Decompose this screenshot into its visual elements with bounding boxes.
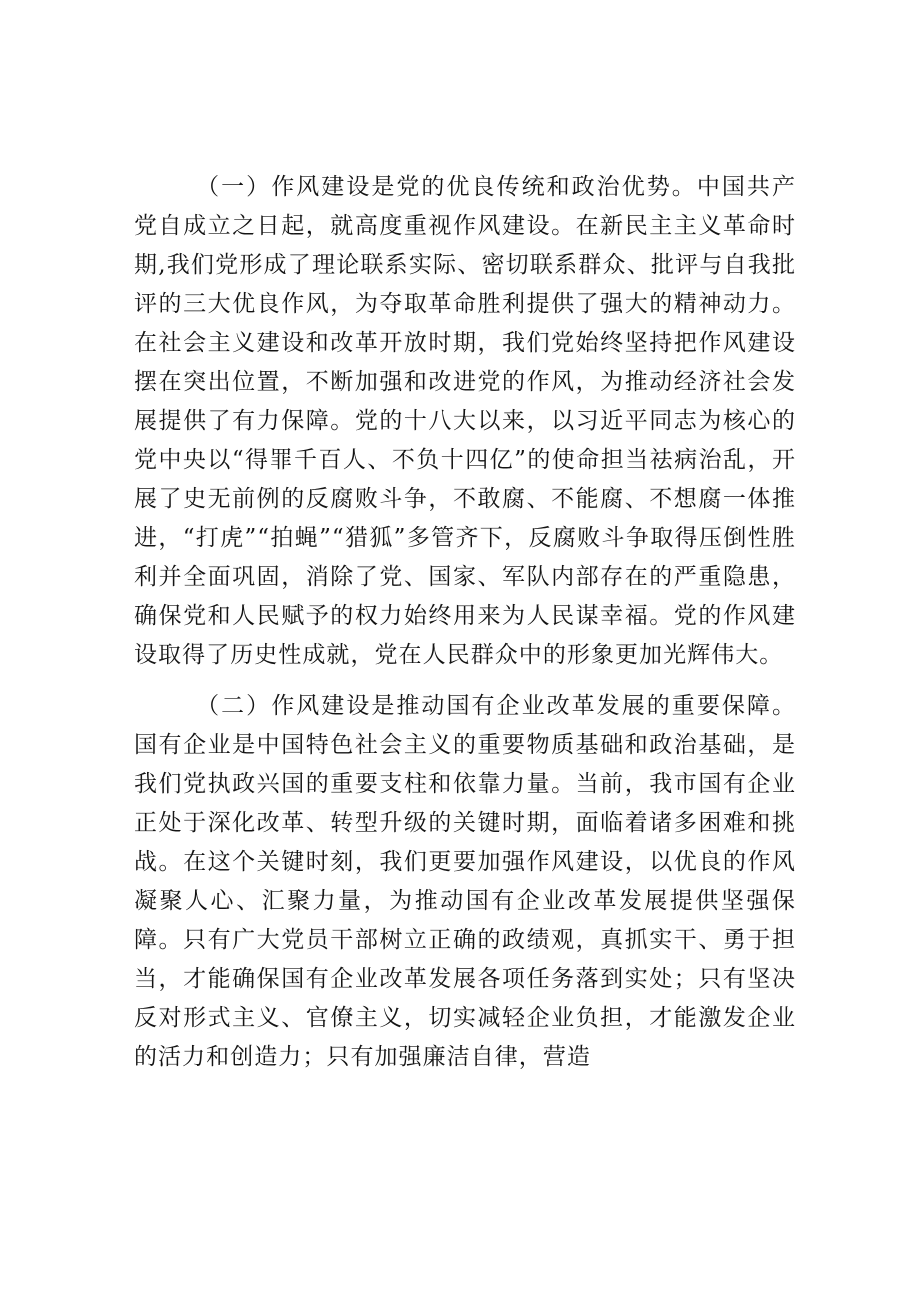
paragraph-1: （一）作风建设是党的优良传统和政治优势。中国共产党自成立之日起，就高度重视作风建设。在新民主主义革命时期,我们党形成了理论联系实际、密切联系群众、批评与自我批评的三大优良作风，为夺取革命胜利提供了强大的精神动力。在社会主义建设和改革开放时期，我们党始终坚持把作风建设摆在突出位置，不断加强和改进党的作风，为推动经济社会发展提供了有力保障。党的十八大以来，以习近平同志为核心的党中央以“得罪千百人、不负十四亿”的使命担当祛病治乱，开展了史无前例的反腐败斗争，不敢腐、不能腐、不想腐一体推进，“打虎”“拍蝇”“猎狐”多管齐下，反腐败斗争取得压倒性胜利并全面巩固，消除了党、国家、军队内部存在的严重隐患，确保党和人民赋予的权力始终用来为人民谋幸福。党的作风建设取得了历史性成就，党在人民群众中的形象更加光辉伟大。: [134, 174, 796, 668]
document-body: [134, 168, 796, 1077]
paragraph-2: （二）作风建设是推动国有企业改革发展的重要保障。国有企业是中国特色社会主义的重要物质基础和政治基础，是我们党执政兴国的重要支柱和依靠力量。当前，我市国有企业正处于深化改革、转型升级的关键时期，面临着诸多困难和挑战。在这个关键时刻，我们更要加强作风建设，以优良的作风凝聚人心、汇聚力量，为推动国有企业改革发展提供坚强保障。只有广大党员干部树立正确的政绩观，真抓实干、勇于担当，才能确保国有企业改革发展各项任务落到实处；只有坚决反对形式主义、官僚主义，切实减轻企业负担，才能激发企业的活力和创造力；只有加强廉洁自律，营造: [134, 693, 796, 1070]
